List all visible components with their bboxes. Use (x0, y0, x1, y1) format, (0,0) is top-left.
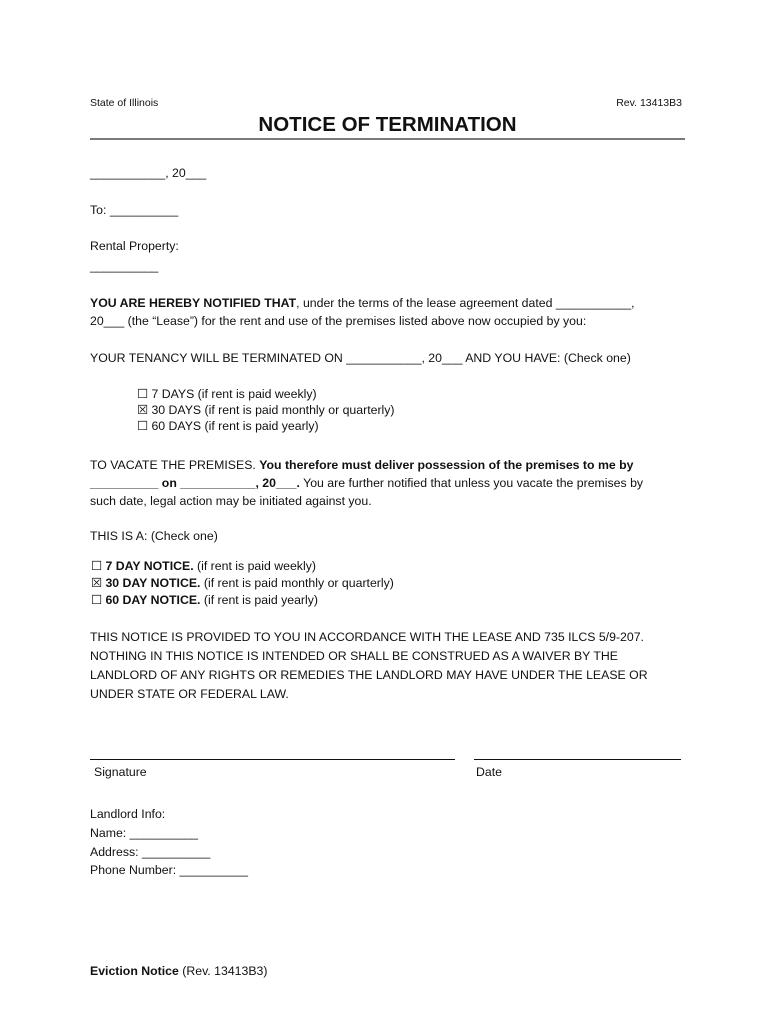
notice-option-bold: 60 DAY NOTICE. (105, 593, 201, 607)
checkbox-empty-icon: ☐ (91, 593, 106, 607)
notice-option-7 (91, 557, 316, 575)
notice-option-rest: (if rent is paid weekly) (193, 559, 316, 573)
notice-option-30 (91, 574, 394, 592)
notice-option-rest: (if rent is paid yearly) (200, 593, 318, 607)
day-option-7: ☐ 7 DAYS (if rent is paid weekly) (137, 387, 317, 401)
rental-property-label: Rental Property: (90, 239, 179, 253)
date-label: Date (476, 765, 502, 779)
day-option-60: ☐ 60 DAYS (if rent is paid yearly) (137, 419, 319, 433)
notice-option-bold: 7 DAY NOTICE. (105, 559, 194, 573)
vacate-bold-1: You therefore must deliver possession of the premises to me by (259, 458, 634, 472)
legal-line-3: LANDLORD OF ANY RIGHTS OR REMEDIES THE LANDLORD MAY HAVE UNDER THE LEASE OR (90, 668, 648, 682)
vacate-line-2 (90, 474, 643, 492)
checkbox-checked-icon: ☒ (91, 576, 106, 590)
vacate-plain: TO VACATE THE PREMISES. (90, 458, 260, 472)
title-divider (90, 138, 685, 140)
signature-label: Signature (94, 765, 147, 779)
notice-option-bold: 30 DAY NOTICE. (105, 576, 201, 590)
checkbox-empty-icon: ☐ (91, 559, 106, 573)
notified-bold: YOU ARE HEREBY NOTIFIED THAT (90, 296, 297, 310)
legal-line-1: THIS NOTICE IS PROVIDED TO YOU IN ACCORDANCE WITH THE LEASE AND 735 ILCS 5/9-207. (90, 630, 644, 644)
footer (90, 962, 267, 980)
footer-bold: Eviction Notice (90, 964, 179, 978)
footer-rest: (Rev. 13413B3) (178, 964, 268, 978)
notice-option-60 (91, 591, 318, 609)
notified-line-2: 20___ (the “Lease”) for the rent and use of the premises listed above now occupied by you: (90, 314, 587, 328)
vacate-line-3: such date, legal action may be initiated against you. (90, 494, 372, 508)
landlord-address: Address: __________ (90, 845, 211, 859)
this-is-line: THIS IS A: (Check one) (90, 529, 218, 543)
to-line: To: __________ (90, 203, 179, 217)
legal-line-2: NOTHING IN THIS NOTICE IS INTENDED OR SHALL BE CONSTRUED AS A WAIVER BY THE (90, 649, 618, 663)
vacate-bold-2: __________ on ___________, 20___. (90, 476, 300, 490)
notified-line-1 (90, 294, 635, 312)
tenancy-line: YOUR TENANCY WILL BE TERMINATED ON ___________, 20___ AND YOU HAVE: (Check one) (90, 351, 631, 365)
date-line: ___________, 20___ (90, 166, 207, 180)
vacate-line-1 (90, 456, 633, 474)
notified-rest: , under the terms of the lease agreement dated ___________, (296, 296, 635, 310)
vacate-rest: You are further notified that unless you vacate the premises by (299, 476, 644, 490)
legal-line-4: UNDER STATE OR FEDERAL LAW. (90, 687, 289, 701)
rental-property-value: __________ (90, 259, 159, 273)
landlord-info-heading: Landlord Info: (90, 807, 166, 821)
date-line-rule (474, 759, 681, 760)
notice-option-rest: (if rent is paid monthly or quarterly) (200, 576, 394, 590)
landlord-phone: Phone Number: __________ (90, 863, 248, 877)
day-option-30: ☒ 30 DAYS (if rent is paid monthly or quarterly) (137, 403, 395, 417)
state-label: State of Illinois (90, 97, 159, 109)
page-title: NOTICE OF TERMINATION (258, 113, 517, 136)
revision-label: Rev. 13413B3 (616, 97, 682, 109)
signature-line (90, 759, 455, 760)
landlord-name: Name: __________ (90, 826, 199, 840)
